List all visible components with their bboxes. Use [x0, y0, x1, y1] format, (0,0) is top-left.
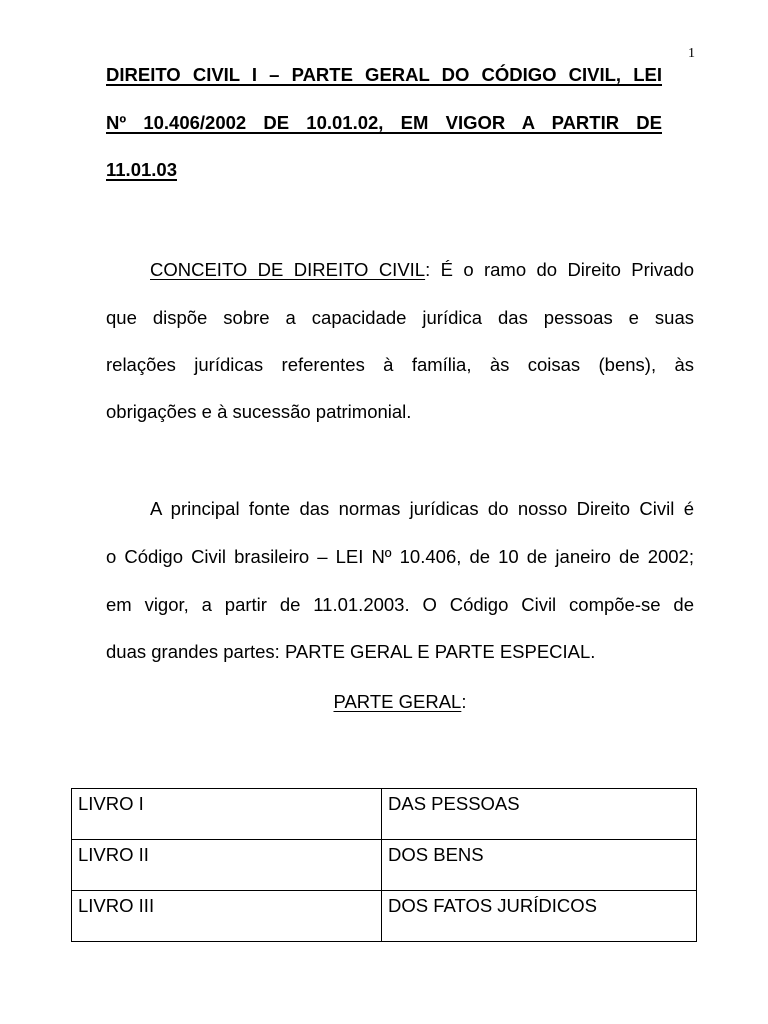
concept-line-2: que dispõe sobre a capacidade jurídica das pessoas e suas [106, 307, 694, 328]
concept-line-3: relações jurídicas referentes à família, às coisas (bens), às [106, 354, 694, 375]
table-cell-book: LIVRO I [72, 789, 382, 840]
title-line-3: 11.01.03 [106, 159, 177, 180]
source-line-4: duas grandes partes: PARTE GERAL E PARTE ESPECIAL. [106, 641, 596, 662]
table-row [72, 891, 697, 942]
table-cell-subject: DOS FATOS JURÍDICOS [382, 891, 697, 942]
table-cell-subject: DOS BENS [382, 840, 697, 891]
source-line-3: em vigor, a partir de 11.01.2003. O Código Civil compõe-se de [106, 594, 694, 615]
books-table [71, 788, 697, 942]
section-heading-label: PARTE GERAL [333, 691, 462, 712]
table-row [72, 840, 697, 891]
page-number: 1 [688, 46, 695, 61]
concept-line-4: obrigações e à sucessão patrimonial. [106, 401, 412, 422]
section-heading [106, 691, 694, 713]
table-cell-book: LIVRO III [72, 891, 382, 942]
table-cell-book: LIVRO II [72, 840, 382, 891]
title-line-1: DIREITO CIVIL I – PARTE GERAL DO CÓDIGO CIVIL, LEI [106, 64, 662, 85]
table-row [72, 789, 697, 840]
title-line-2: Nº 10.406/2002 DE 10.01.02, EM VIGOR A PARTIR DE [106, 112, 662, 133]
concept-label: CONCEITO DE DIREITO CIVIL [150, 259, 426, 280]
concept-line-1-text: : É o ramo do Direito Privado [425, 259, 694, 280]
source-line-2: o Código Civil brasileiro – LEI Nº 10.406, de 10 de janeiro de 2002; [106, 546, 694, 567]
concept-line-1 [150, 259, 694, 281]
table-cell-subject: DAS PESSOAS [382, 789, 697, 840]
source-line-1: A principal fonte das normas jurídicas do nosso Direito Civil é [150, 498, 694, 519]
section-heading-suffix: : [461, 691, 467, 712]
